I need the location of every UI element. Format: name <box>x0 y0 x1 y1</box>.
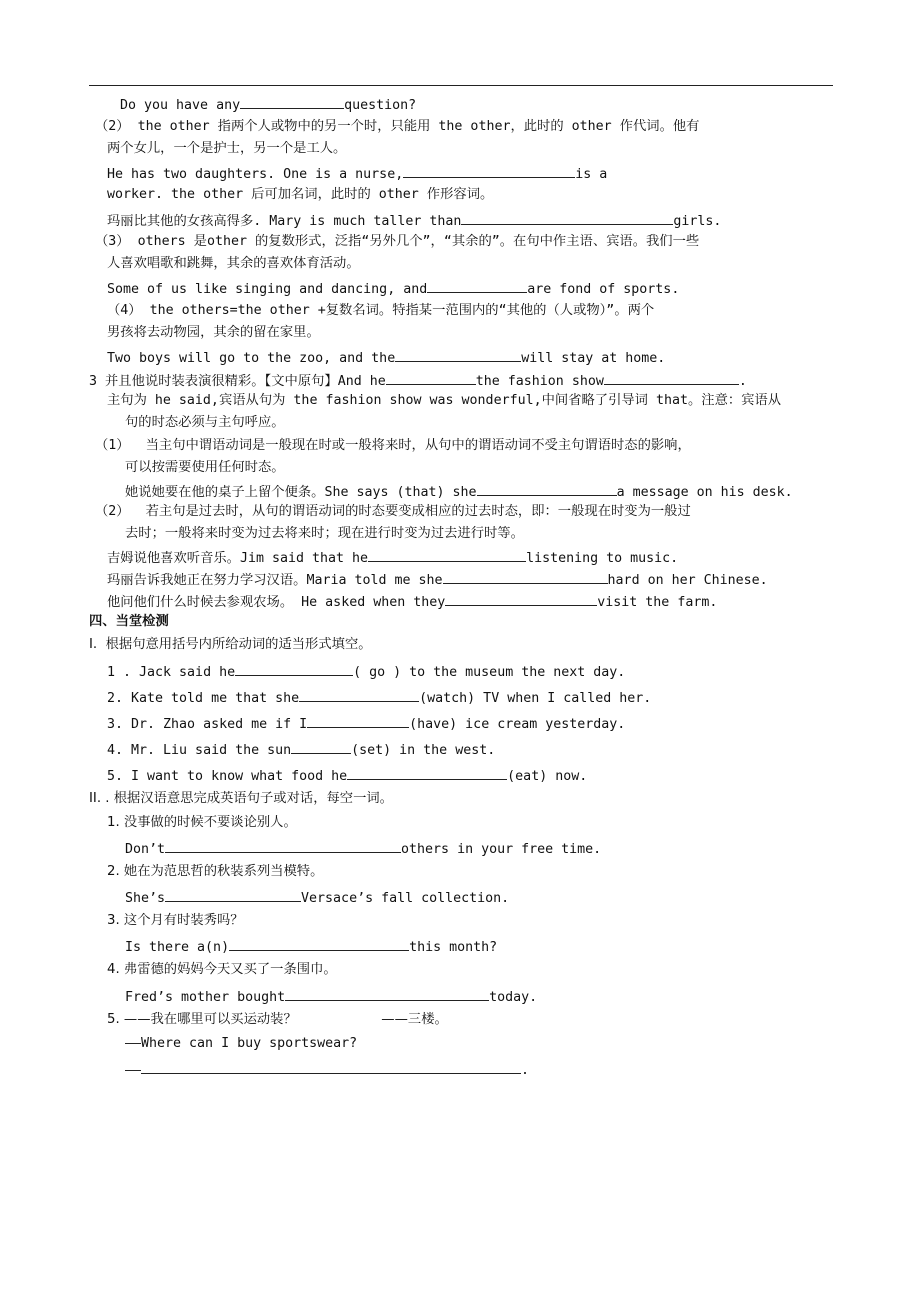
answer-blank <box>165 838 401 853</box>
line-text: （2） the other 指两个人或物中的另一个时，只能用 the other，此时的 other 作代词。他有 <box>95 119 700 134</box>
exercise-prompt <box>107 912 244 930</box>
line-text: 她说她要在他的桌子上留个便条。She says (that) she <box>125 485 477 500</box>
exercise-prompt <box>107 863 323 881</box>
exercise-item <box>107 713 625 734</box>
text-line <box>107 347 665 368</box>
answer-blank <box>229 936 409 951</box>
line-text: . <box>521 1063 530 1078</box>
line-text: Versace’s fall collection. <box>301 891 510 906</box>
answer-blank <box>445 591 597 606</box>
text-line <box>125 414 285 432</box>
line-text: 2. Kate told me that she <box>107 691 300 706</box>
exercise-item <box>107 765 587 786</box>
line-text: Fred’s mother bought <box>125 990 286 1005</box>
line-text: II. . 根据汉语意思完成英语句子或对话，每空一词。 <box>89 791 393 806</box>
answer-blank <box>299 687 419 702</box>
exercise-item <box>107 739 495 760</box>
text-line <box>107 255 360 273</box>
line-text: visit the farm. <box>597 595 718 610</box>
line-text: 4. 弗雷德的妈妈今天又买了一条围巾。 <box>107 962 337 977</box>
line-text: ——Where can I buy sportswear? <box>125 1036 358 1051</box>
line-text: 玛丽比其他的女孩高得多. Mary is much taller than <box>107 214 462 229</box>
line-text: Is there a(n) <box>125 940 230 955</box>
line-text: the fashion show <box>475 374 604 389</box>
answer-blank <box>235 661 353 676</box>
exercise-item <box>125 887 509 908</box>
exercise-item <box>125 986 537 1007</box>
line-text: I. 根据句意用括号内所给动词的适当形式填空。 <box>89 637 372 652</box>
line-text: 吉姆说他喜欢听音乐。Jim said that he <box>107 551 369 566</box>
line-text: listening to music. <box>526 551 679 566</box>
text-line <box>107 140 346 158</box>
text-line <box>125 459 285 477</box>
text-line <box>107 547 678 568</box>
answer-blank <box>141 1059 521 1074</box>
line-text: (watch) TV when I called her. <box>419 691 652 706</box>
line-text: （3） others 是other 的复数形式，泛指“另外几个”，“其余的”。在句中作主语、宾语。我们一些 <box>95 234 700 249</box>
line-text: 四、当堂检测 <box>89 614 169 629</box>
line-text: (have) ice cream yesterday. <box>409 717 626 732</box>
line-text: 3. Dr. Zhao asked me if I <box>107 717 308 732</box>
line-text: 句的时态必须与主句呼应。 <box>125 415 285 430</box>
line-text: Some of us like singing and dancing, and <box>107 282 428 297</box>
line-text: （4） the others=the other +复数名词。特指某一范围内的“其他的（人或物）”。两个 <box>107 303 655 318</box>
line-text: 5. I want to know what food he <box>107 769 348 784</box>
text-line <box>107 186 493 204</box>
exercise-prompt <box>107 814 297 832</box>
line-text: hard on her Chinese. <box>607 573 768 588</box>
text-line <box>95 233 699 251</box>
exercise-item <box>125 1035 357 1053</box>
text-line <box>125 525 524 543</box>
line-text: Two boys will go to the zoo, and the <box>107 351 396 366</box>
line-text: 1. 没事做的时候不要谈论别人。 <box>107 815 297 830</box>
exercise-prompt <box>107 1011 448 1029</box>
line-text: a message on his desk. <box>616 485 793 500</box>
text-line <box>107 392 781 410</box>
answer-blank <box>403 163 575 178</box>
line-text: worker. the other 后可加名词，此时的 other 作形容词。 <box>107 187 494 202</box>
answer-blank <box>477 481 617 496</box>
line-text: are fond of sports. <box>527 282 680 297</box>
answer-blank <box>368 547 526 562</box>
exercise-prompt <box>107 961 337 979</box>
answer-blank <box>240 94 344 109</box>
line-text: will stay at home. <box>521 351 666 366</box>
line-text: 可以按需要使用任何时态。 <box>125 460 285 475</box>
line-text: 他问他们什么时候去参观农场。 He asked when they <box>107 595 446 610</box>
line-text: Do you have any <box>120 98 241 113</box>
line-text: 男孩将去动物园，其余的留在家里。 <box>107 325 320 340</box>
line-text: （2） 若主句是过去时，从句的谓语动词的时态要变成相应的过去时态，即：一般现在时变为一般过 <box>95 504 691 519</box>
line-text: (set) in the west. <box>351 743 496 758</box>
text-line <box>107 210 721 231</box>
line-text: . <box>738 374 747 389</box>
line-text: 2. 她在为范思哲的秋装系列当模特。 <box>107 864 324 879</box>
answer-blank <box>604 370 739 385</box>
line-text: (eat) now. <box>507 769 588 784</box>
answer-blank <box>427 278 527 293</box>
line-text: this month? <box>409 940 498 955</box>
answer-blank <box>347 765 507 780</box>
text-line <box>107 302 654 320</box>
line-text: —— <box>125 1063 142 1078</box>
line-text: question? <box>344 98 417 113</box>
line-text: 4. Mr. Liu said the sun <box>107 743 292 758</box>
answer-blank <box>291 739 351 754</box>
line-text: today. <box>489 990 538 1005</box>
line-text: 玛丽告诉我她正在努力学习汉语。Maria told me she <box>107 573 443 588</box>
answer-blank <box>386 370 476 385</box>
line-text: 主句为 he said,宾语从句为 the fashion show was wonderful,中间省略了引导词 that。注意：宾语从 <box>107 393 782 408</box>
exercise-item <box>107 687 651 708</box>
line-text: 两个女儿，一个是护士，另一个是工人。 <box>107 141 347 156</box>
text-line <box>89 370 747 391</box>
line-text: Don’t <box>125 842 166 857</box>
line-text: 3. 这个月有时装秀吗？ <box>107 913 244 928</box>
section-heading <box>89 613 169 631</box>
exercise-item <box>125 936 497 957</box>
line-text: girls. <box>673 214 722 229</box>
answer-blank <box>395 347 521 362</box>
text-line <box>95 503 691 521</box>
answer-blank <box>165 887 301 902</box>
line-text: 去时；一般将来时变为过去将来时；现在进行时变为过去进行时等。 <box>125 526 524 541</box>
answer-blank <box>461 210 673 225</box>
text-line <box>107 569 768 590</box>
line-text: others in your free time. <box>401 842 602 857</box>
line-text: 1 . Jack said he <box>107 665 236 680</box>
line-text: （1） 当主句中谓语动词是一般现在时或一般将来时，从句中的谓语动词不受主句谓语时态的影响， <box>95 438 691 453</box>
answer-blank <box>285 986 489 1001</box>
text-line <box>95 437 691 455</box>
header-rule <box>89 85 833 86</box>
text-line <box>107 163 607 184</box>
answer-blank <box>307 713 409 728</box>
text-line <box>120 94 416 115</box>
line-text: 3 并且他说时装表演很精彩。【文中原句】And he <box>89 374 386 389</box>
line-text: He has two daughters. One is a nurse, <box>107 167 404 182</box>
exercise-heading <box>89 790 393 808</box>
line-text: 5. ——我在哪里可以买运动装？ ——三楼。 <box>107 1012 448 1027</box>
exercise-item <box>125 1059 529 1080</box>
answer-blank <box>443 569 608 584</box>
line-text: ( go ) to the museum the next day. <box>353 665 626 680</box>
line-text: is a <box>575 167 608 182</box>
text-line <box>107 324 320 342</box>
text-line <box>107 591 717 612</box>
text-line <box>125 481 793 502</box>
line-text: She’s <box>125 891 166 906</box>
exercise-item <box>125 838 601 859</box>
text-line <box>95 118 699 136</box>
line-text: 人喜欢唱歌和跳舞，其余的喜欢体育活动。 <box>107 256 360 271</box>
exercise-heading <box>89 636 372 654</box>
text-line <box>107 278 679 299</box>
exercise-item <box>107 661 625 682</box>
